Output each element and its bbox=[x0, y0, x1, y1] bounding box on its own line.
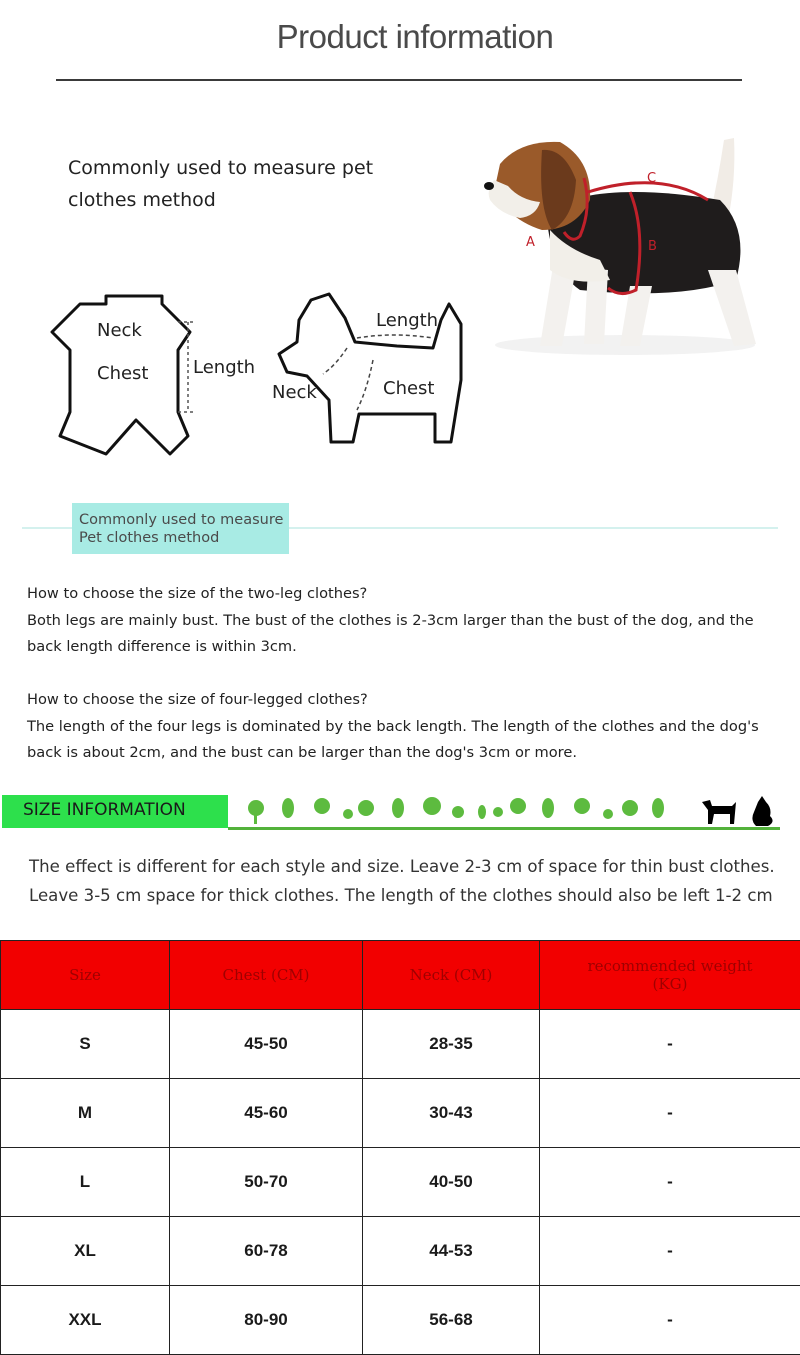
table-row bbox=[1, 1010, 800, 1079]
tree-icon bbox=[493, 807, 503, 817]
tree-icon bbox=[603, 809, 613, 819]
tree-icon bbox=[452, 806, 464, 818]
photo-label-c: C bbox=[647, 171, 656, 186]
cell-size: S bbox=[1, 1010, 170, 1079]
cell-size: M bbox=[1, 1079, 170, 1148]
cat-silhouette-icon bbox=[752, 796, 772, 826]
dog-length-dashes bbox=[357, 335, 433, 338]
cell-size: XL bbox=[1, 1217, 170, 1286]
dog-outline-diagram bbox=[275, 290, 470, 450]
header-chest: Chest (CM) bbox=[170, 941, 363, 1010]
header-weight-line-1: recommended weight bbox=[541, 957, 799, 975]
size-information-label: SIZE INFORMATION bbox=[23, 800, 186, 820]
tree-icon bbox=[574, 798, 590, 814]
tree-icon bbox=[282, 798, 294, 818]
cell-weight: - bbox=[540, 1148, 800, 1217]
dog-neck-dashes bbox=[323, 348, 347, 374]
tree-icon bbox=[510, 798, 526, 814]
cell-neck: 44-53 bbox=[363, 1217, 540, 1286]
table-row bbox=[1, 1286, 800, 1355]
photo-label-a: A bbox=[526, 235, 535, 250]
table-row bbox=[1, 1079, 800, 1148]
table-row bbox=[1, 1148, 800, 1217]
cell-size: L bbox=[1, 1148, 170, 1217]
size-information-banner bbox=[2, 795, 228, 828]
table-row bbox=[1, 1217, 800, 1286]
dog-chest-label: Chest bbox=[383, 378, 435, 399]
tree-icon bbox=[622, 800, 638, 816]
garment-neck-label: Neck bbox=[97, 320, 142, 341]
dog-length-label: Length bbox=[376, 310, 438, 331]
header-weight-line-2: (KG) bbox=[541, 975, 799, 993]
size-note: The effect is different for each style and size. Leave 2-3 cm of space for thin bust clothes. Leave 3-5 cm space for thick clothes. The length of the clothes should also be left 1-2 cm bbox=[29, 852, 789, 910]
measure-box-line-2: Pet clothes method bbox=[72, 529, 289, 547]
tree-icon bbox=[652, 798, 664, 818]
cell-neck: 28-35 bbox=[363, 1010, 540, 1079]
garment-length-label: Length bbox=[193, 357, 255, 378]
cell-neck: 30-43 bbox=[363, 1079, 540, 1148]
tree-icon bbox=[478, 805, 486, 819]
cell-weight: - bbox=[540, 1010, 800, 1079]
cell-neck: 40-50 bbox=[363, 1148, 540, 1217]
faq-answer: Both legs are mainly bust. The bust of the clothes is 2-3cm larger than the bust of the dog, and the back length difference is within 3cm. bbox=[27, 608, 787, 661]
page-title: Product information bbox=[0, 18, 800, 56]
beagle-leg bbox=[708, 270, 756, 346]
cell-size: XXL bbox=[1, 1286, 170, 1355]
size-table bbox=[0, 940, 800, 1355]
measure-heading: Commonly used to measure pet clothes method bbox=[68, 152, 398, 216]
dog-neck-label: Neck bbox=[272, 382, 317, 403]
beagle-photo bbox=[480, 120, 800, 360]
dog-chest-dashes bbox=[357, 360, 373, 410]
dog-silhouette-icon bbox=[702, 800, 736, 824]
photo-label-b: B bbox=[648, 239, 657, 254]
cell-chest: 45-50 bbox=[170, 1010, 363, 1079]
header-size: Size bbox=[1, 941, 170, 1010]
cell-chest: 80-90 bbox=[170, 1286, 363, 1355]
cell-weight: - bbox=[540, 1217, 800, 1286]
tree-icon bbox=[358, 800, 374, 816]
beagle-nose bbox=[484, 182, 494, 190]
faq-question: How to choose the size of the two-leg clothes? bbox=[27, 581, 787, 608]
measure-method-box bbox=[72, 503, 289, 554]
faq-answer: The length of the four legs is dominated by the back length. The length of the clothes and the dog's back is about 2cm, and the bust can be larger than the dog's 3cm or more. bbox=[27, 714, 787, 767]
cell-chest: 60-78 bbox=[170, 1217, 363, 1286]
measure-box-line-1: Commonly used to measure bbox=[72, 511, 289, 529]
faq-question: How to choose the size of four-legged clothes? bbox=[27, 687, 787, 714]
header-weight bbox=[540, 941, 800, 1010]
cell-chest: 45-60 bbox=[170, 1079, 363, 1148]
cell-weight: - bbox=[540, 1286, 800, 1355]
tree-icon bbox=[423, 797, 441, 815]
tree-icon bbox=[542, 798, 554, 818]
cell-weight: - bbox=[540, 1079, 800, 1148]
title-divider bbox=[56, 79, 742, 81]
tree-row-decoration bbox=[236, 794, 796, 830]
tree-icon bbox=[343, 809, 353, 819]
garment-chest-label: Chest bbox=[97, 363, 149, 384]
cell-neck: 56-68 bbox=[363, 1286, 540, 1355]
tree-icon bbox=[392, 798, 404, 818]
faq-four-leg bbox=[27, 687, 787, 767]
tree-icon bbox=[314, 798, 330, 814]
header-neck: Neck (CM) bbox=[363, 941, 540, 1010]
size-table-header-row bbox=[1, 941, 800, 1010]
faq-two-leg bbox=[27, 581, 787, 661]
cell-chest: 50-70 bbox=[170, 1148, 363, 1217]
tree-trunk bbox=[254, 812, 257, 824]
